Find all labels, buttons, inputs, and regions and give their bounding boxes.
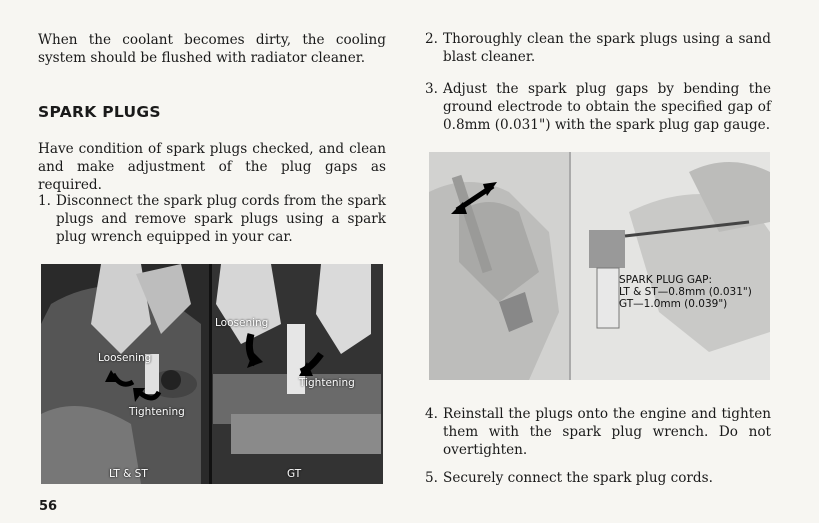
step-number: 4. xyxy=(425,406,438,422)
label-tightening-lt-st: Tightening xyxy=(129,406,185,418)
step-text: Adjust the spark plug gaps by bending the ground electrode to obtain the specified gap of 0.8mm (0.031") with the spark plug gap gauge. xyxy=(443,81,771,133)
intro-paragraph: When the coolant becomes dirty, the cooling system should be flushed with radiator cleaner. xyxy=(38,32,386,66)
gap-title: SPARK PLUG GAP: xyxy=(619,274,713,286)
gap-spec-label xyxy=(619,274,752,310)
label-model-lt-st: LT & ST xyxy=(109,468,148,480)
label-tightening-gt: Tightening xyxy=(299,377,355,389)
page-number: 56 xyxy=(39,499,58,514)
gap-lt-st: LT & ST—0.8mm (0.031") xyxy=(619,286,752,298)
gap-gt: GT—1.0mm (0.039") xyxy=(619,298,728,310)
step-1 xyxy=(38,192,386,246)
step-text: Thoroughly clean the spark plugs using a sand blast cleaner. xyxy=(443,31,771,65)
step-number: 1. xyxy=(38,193,51,209)
step-number: 3. xyxy=(425,81,438,97)
label-loosening-gt: Loosening xyxy=(215,317,269,329)
section-heading: SPARK PLUGS xyxy=(38,103,161,121)
engine-illustration xyxy=(41,264,383,484)
step-text: Securely connect the spark plug cords. xyxy=(443,470,713,486)
engine-wrench-photo xyxy=(41,264,383,484)
step-4 xyxy=(425,405,771,459)
step-5 xyxy=(425,469,771,487)
step-3 xyxy=(425,80,771,134)
step-text: Reinstall the plugs onto the engine and tighten them with the spark plug wrench. Do not overtighten. xyxy=(443,406,771,458)
step-number: 2. xyxy=(425,31,438,47)
label-loosening-lt-st: Loosening xyxy=(98,352,152,364)
step-number: 5. xyxy=(425,470,438,486)
step-text: Disconnect the spark plug cords from the spark plugs and remove spark plugs using a spark plug wrench equipped in your car. xyxy=(56,193,386,245)
section-intro-paragraph: Have condition of spark plugs checked, and clean and make adjustment of the plug gaps as required. xyxy=(38,141,386,193)
gap-gauge-illustration xyxy=(429,152,770,380)
step-2 xyxy=(425,30,771,66)
label-model-gt: GT xyxy=(287,468,302,480)
gap-gauge-photo xyxy=(429,152,770,380)
